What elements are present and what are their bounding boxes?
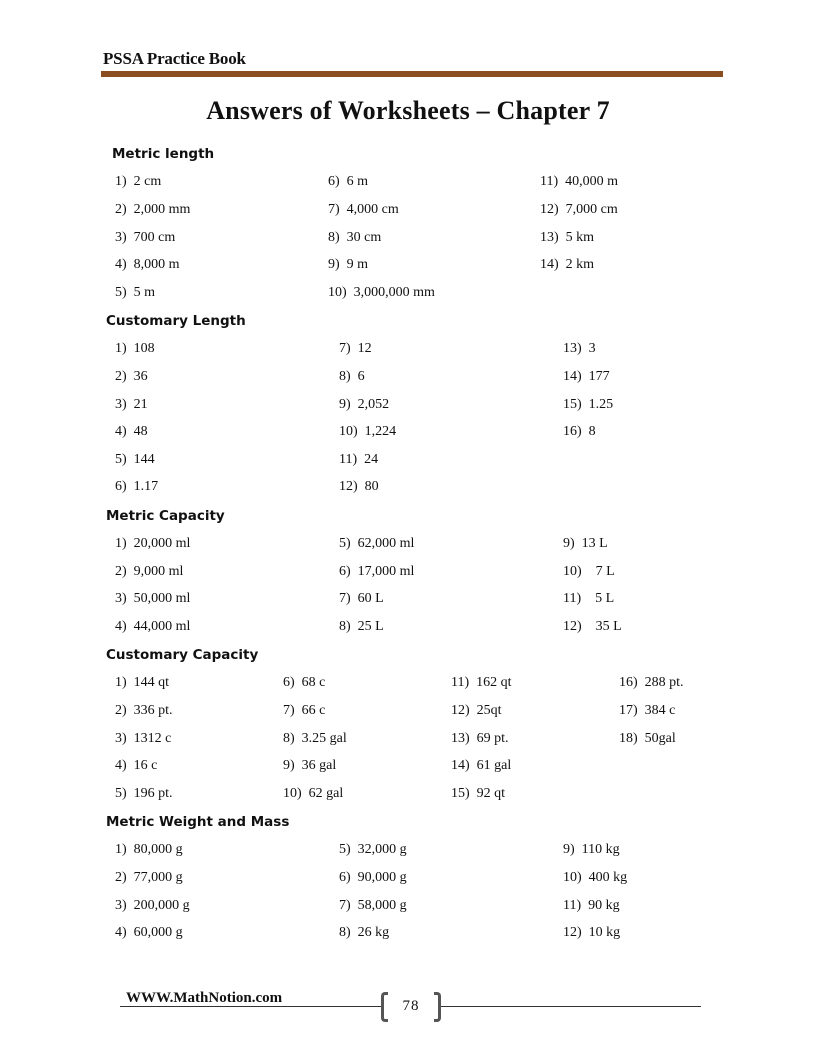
answer-item: 6) 90,000 g	[339, 870, 407, 885]
answer-item: 13) 3	[563, 341, 596, 356]
answer-item: 5) 5 m	[115, 285, 156, 300]
footer-website: WWW.MathNotion.com	[126, 990, 283, 1006]
answer-item: 6) 1.17	[115, 479, 159, 494]
answer-item: 3) 700 cm	[115, 230, 176, 245]
answer-item: 2) 2,000 mm	[115, 202, 191, 217]
answer-item: 8) 30 cm	[328, 230, 382, 245]
answer-item: 11) 90 kg	[563, 898, 620, 913]
answer-item: 9) 13 L	[563, 536, 608, 551]
answer-item: 8) 26 kg	[339, 925, 390, 940]
answer-item: 13) 5 km	[540, 230, 595, 245]
answer-item: 11) 40,000 m	[540, 174, 619, 189]
answer-item: 10) 1,224	[339, 424, 397, 439]
answer-item: 1) 2 cm	[115, 174, 162, 189]
answer-item: 8) 25 L	[339, 619, 384, 634]
answer-item: 11) 162 qt	[451, 675, 512, 690]
answer-item: 12) 10 kg	[563, 925, 621, 940]
answer-item: 5) 144	[115, 452, 155, 467]
answer-item: 8) 6	[339, 369, 365, 384]
answer-item: 14) 2 km	[540, 257, 595, 272]
answer-item: 2) 9,000 ml	[115, 564, 184, 579]
page-title: Answers of Worksheets – Chapter 7	[206, 96, 610, 125]
answer-item: 11) 24	[339, 452, 379, 467]
answer-item: 7) 60 L	[339, 591, 384, 606]
answer-item: 12) 25qt	[451, 703, 502, 718]
answer-item: 4) 60,000 g	[115, 925, 183, 940]
answer-item: 7) 58,000 g	[339, 898, 407, 913]
answer-item: 11) 5 L	[563, 591, 615, 606]
footer-rule-right	[440, 1006, 701, 1007]
answer-item: 3) 1312 c	[115, 731, 172, 746]
answer-item: 5) 32,000 g	[339, 842, 407, 857]
answer-item: 5) 196 pt.	[115, 786, 173, 801]
answer-item: 4) 44,000 ml	[115, 619, 191, 634]
answer-item: 5) 62,000 ml	[339, 536, 415, 551]
answer-item: 1) 144 qt	[115, 675, 170, 690]
answer-item: 7) 66 c	[283, 703, 326, 718]
answer-item: 4) 16 c	[115, 758, 158, 773]
answer-item: 4) 48	[115, 424, 148, 439]
answer-item: 16) 8	[563, 424, 596, 439]
answer-item: 10) 62 gal	[283, 786, 344, 801]
answer-item: 12) 7,000 cm	[540, 202, 618, 217]
answer-item: 3) 21	[115, 397, 148, 412]
section-heading-customary-length: Customary Length	[106, 313, 246, 329]
answer-item: 12) 35 L	[563, 619, 622, 634]
answer-item: 9) 110 kg	[563, 842, 620, 857]
answer-item: 14) 177	[563, 369, 610, 384]
answer-item: 2) 77,000 g	[115, 870, 183, 885]
answer-item: 6) 68 c	[283, 675, 326, 690]
answer-item: 2) 36	[115, 369, 148, 384]
answer-item: 1) 80,000 g	[115, 842, 183, 857]
section-heading-metric-length: Metric length	[112, 146, 215, 162]
answer-item: 10) 400 kg	[563, 870, 628, 885]
answer-item: 4) 8,000 m	[115, 257, 180, 272]
answer-item: 15) 92 qt	[451, 786, 506, 801]
page-number: 78	[402, 998, 420, 1014]
answer-item: 9) 9 m	[328, 257, 369, 272]
section-heading-customary-capacity: Customary Capacity	[106, 647, 259, 663]
answer-item: 3) 50,000 ml	[115, 591, 191, 606]
answer-item: 14) 61 gal	[451, 758, 512, 773]
answer-item: 16) 288 pt.	[619, 675, 684, 690]
answer-item: 1) 108	[115, 341, 155, 356]
answer-item: 9) 2,052	[339, 397, 390, 412]
answer-item: 13) 69 pt.	[451, 731, 509, 746]
answer-item: 2) 336 pt.	[115, 703, 173, 718]
answer-item: 8) 3.25 gal	[283, 731, 347, 746]
answer-item: 12) 80	[339, 479, 379, 494]
answer-item: 17) 384 c	[619, 703, 676, 718]
answer-item: 7) 4,000 cm	[328, 202, 399, 217]
page-number-box	[381, 992, 441, 1022]
answer-item: 10) 7 L	[563, 564, 615, 579]
answer-item: 15) 1.25	[563, 397, 614, 412]
answer-item: 7) 12	[339, 341, 372, 356]
section-heading-metric-weight: Metric Weight and Mass	[106, 814, 290, 830]
answer-item: 18) 50gal	[619, 731, 676, 746]
answer-item: 6) 17,000 ml	[339, 564, 415, 579]
footer-rule-left	[120, 1006, 382, 1007]
answer-item: 10) 3,000,000 mm	[328, 285, 435, 300]
header-rule	[101, 71, 723, 77]
answer-item: 6) 6 m	[328, 174, 369, 189]
answer-item: 3) 200,000 g	[115, 898, 190, 913]
answer-item: 1) 20,000 ml	[115, 536, 191, 551]
book-title: PSSA Practice Book	[103, 49, 246, 68]
answer-item: 9) 36 gal	[283, 758, 337, 773]
section-heading-metric-capacity: Metric Capacity	[106, 508, 225, 524]
